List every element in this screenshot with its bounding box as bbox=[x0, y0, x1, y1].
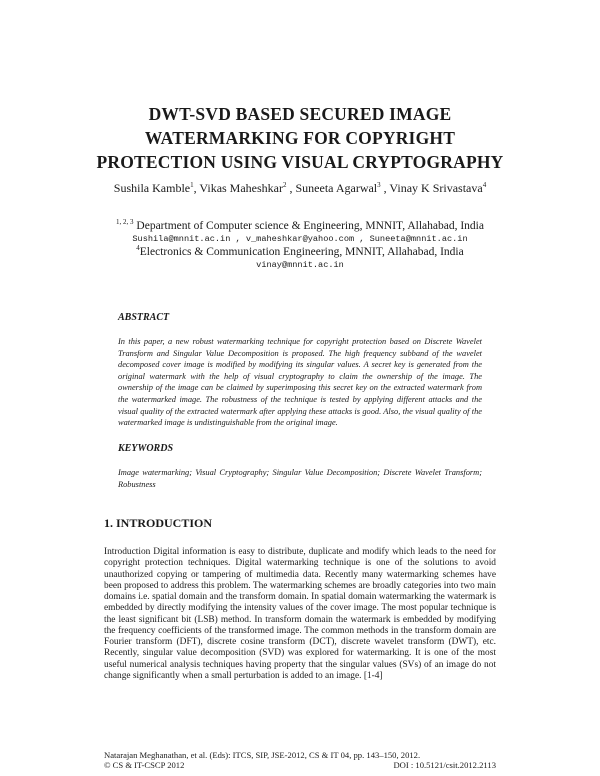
author-4-sup: 4 bbox=[482, 181, 487, 189]
introduction-heading: 1. INTRODUCTION bbox=[104, 516, 213, 530]
paper-title bbox=[60, 102, 540, 174]
author-2-sup: 2 bbox=[283, 181, 287, 189]
page-footer bbox=[104, 750, 496, 770]
author-1: Sushila Kamble bbox=[113, 181, 191, 195]
citation-line: Natarajan Meghanathan, et al. (Eds): ITCS, SIP, JSE-2012, CS & IT 04, pp. 143–150, 2012. bbox=[104, 750, 421, 760]
copyright: © CS & IT-CSCP 2012 bbox=[104, 760, 185, 770]
author-emails: Sushila@mnnit.ac.in , v_maheshkar@yahoo.com , Suneeta@mnnit.ac.in bbox=[132, 234, 468, 244]
doi: DOI : 10.5121/csit.2012.2113 bbox=[393, 760, 496, 770]
author-list bbox=[110, 180, 490, 197]
elec-affiliation: Electronics & Communication Engineering, MNNIT, Allahabad, India bbox=[139, 246, 464, 258]
author-4: , Vinay K Srivastava bbox=[380, 181, 483, 195]
affiliations bbox=[90, 220, 510, 272]
author-4-email: vinay@mnnit.ac.in bbox=[256, 260, 344, 270]
title-line-2: WATERMARKING FOR COPYRIGHT bbox=[144, 128, 456, 148]
keywords-text: Image watermarking; Visual Cryptography; Singular Value Decomposition; Discrete Wavelet Transform; Robustness bbox=[118, 468, 482, 489]
author-3-sup: 3 bbox=[377, 181, 381, 189]
dept-sup: 1, 2, 3 bbox=[116, 218, 134, 227]
author-3: , Suneeta Agarwal bbox=[286, 181, 378, 195]
keywords-heading: KEYWORDS bbox=[118, 443, 174, 454]
elec-sup: 4 bbox=[136, 244, 140, 253]
author-1-sup: 1 bbox=[190, 181, 194, 189]
introduction-text: Introduction Digital information is easy to distribute, duplicate and modify which leads to the need for copyright protection techniques. Digital watermarking technique is one of the solutions to avoid unauthorized copying or tampering of multimedia data. Recently many watermarking schemes have been proposed to address this problem. The watermarking schemes are broadly categories into two main domains i.e. spatial domain and the transform domain. In spatial domain watermarking the watermark is embedded by directly modifying the intensity values of the cover image. The most popular technique is the least significant bit (LSB) method. In transform domain the watermark is embedded by modifying the frequency coefficients of the transformed image. The common methods in the transform domain are Fourier transform (DFT), discrete cosine transform (DCT), discrete wavelet transform (DWT), etc. Recently, singular value decomposition (SVD) was explored for watermarking. It is one of the most useful numerical analysis techniques having property that the singular values (SVs) of an image do not change significantly when a small perturbation is added to an image. [1-4] bbox=[104, 547, 496, 681]
abstract-text: In this paper, a new robust watermarking technique for copyright protection based on Discrete Wavelet Transform and Singular Value Decomposition is proposed. The high frequency subband of the wavelet decomposed cover image is modified by modifying its singular values. A secret key is generated from the original watermark with the help of visual cryptography to claim the ownership of the image. The ownership of the image can be claimed by superimposing this secret key on the extracted watermark from the watermarked image. The robustness of the technique is tested by applying different attacks and the visual quality of the extracted watermark after applying these attacks is good. Also, the visual quality of the watermarked image is undistinguishable from the original image. bbox=[118, 337, 482, 428]
author-2: , Vikas Maheshkar bbox=[193, 181, 283, 195]
title-line-1: DWT-SVD BASED SECURED IMAGE bbox=[148, 104, 452, 124]
title-line-3: PROTECTION USING VISUAL CRYPTOGRAPHY bbox=[96, 152, 504, 172]
abstract-heading: ABSTRACT bbox=[118, 312, 170, 323]
dept-affiliation: Department of Computer science & Engineering, MNNIT, Allahabad, India bbox=[136, 220, 484, 232]
